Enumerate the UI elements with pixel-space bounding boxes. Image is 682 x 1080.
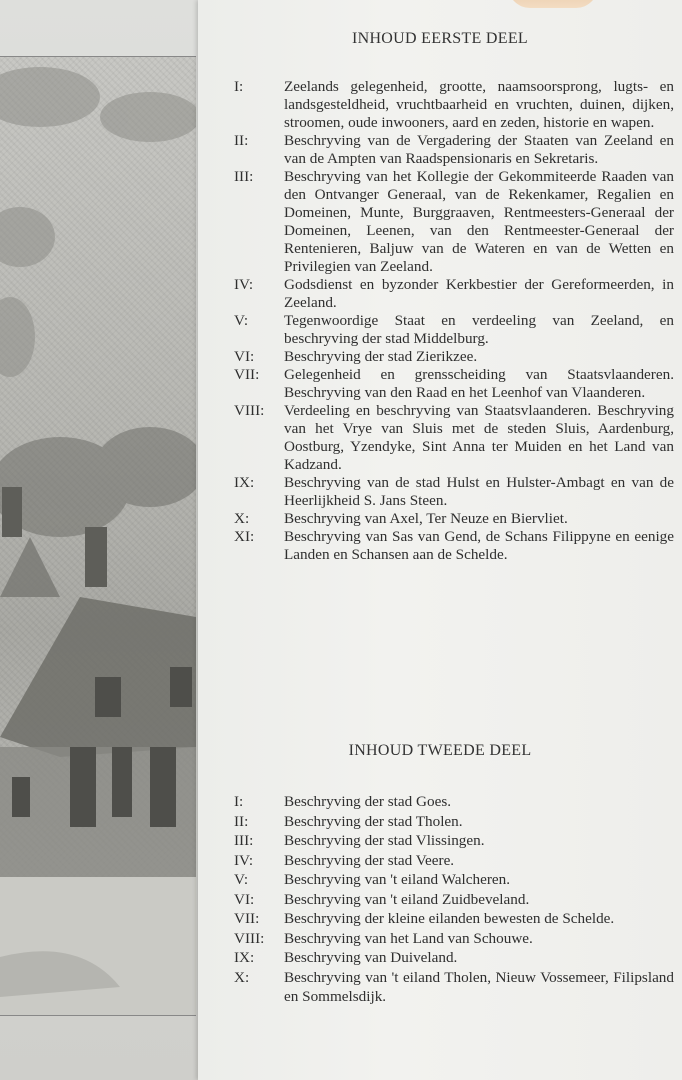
chapter-number: I: [234,78,244,95]
chapter-description: Beschryving der stad Tholen. [284,812,463,830]
chapter-number: II: [234,812,249,830]
chapter-description: Beschryving van het Land van Schouwe. [284,929,533,947]
finger-tip [508,0,598,8]
contents-entry [234,890,674,910]
chapter-number: V: [234,312,249,329]
part2-contents-list [234,792,674,1007]
chapter-number: VI: [234,890,255,908]
contents-entry [234,929,674,949]
contents-entry [234,132,674,168]
chapter-description: Beschryving van Axel, Ter Neuze en Biervliet. [284,510,568,527]
chapter-number: VII: [234,910,260,927]
chapter-description: Beschryving van 't eiland Tholen, Nieuw Vossemeer, Filipsland en Sommelsdijk. [284,968,674,1005]
chapter-number: V: [234,871,249,888]
contents-entry [234,792,674,812]
chapter-number: VIII: [234,402,265,419]
part1-heading: INHOUD EERSTE DEEL [351,30,529,47]
chapter-description: Beschryving van het Kollegie der Gekommiteerde Raaden van den Ontvanger Generaal, van de Rekenkamer, Regalien en Domeinen, Munte, Burggraaven, Rentmeesters-Generaal der Domeinen, Leenen, van den Rentmeester-Generaal der Rentenieren, Baljuw van de Wateren en van de Wetten en Privilegien van Zeeland. [284,168,674,275]
chapter-description: Zeelands gelegenheid, grootte, naamsoorsprong, lugts- en landsgesteldheid, vruchtbaarheid en vruchten, duinen, dijken, stroomen, oude inwooners, aard en zeden, historie en wapen. [284,78,674,131]
chapter-number: I: [234,793,244,810]
chapter-number: IX: [234,949,255,966]
chapter-description: Verdeeling en beschryving van Staatsvlaanderen. Beschryving van het Vrye van Sluis met de steden Sluis, Aardenburg, Oostburg, Yzendyke, Sint Anna ter Muiden en het Land van Kadzand. [284,402,674,473]
chapter-description: Beschryving der stad Goes. [284,793,452,810]
contents-entry [234,402,674,474]
chapter-number: II: [234,132,249,149]
chapter-description: Beschryving van Sas van Gend, de Schans Filippyne en eenige Landen en Schansen aan de Schelde. [284,528,674,563]
contents-entry [234,348,674,366]
chapter-description: Beschryving van Duiveland. [284,949,458,966]
chapter-number: X: [234,968,250,986]
part1-contents-list [234,78,674,564]
chapter-description: Beschryving van de stad Hulst en Hulster-Ambagt en van de Heerlijkheid S. Jans Steen. [284,474,674,509]
chapter-number: VII: [234,366,260,383]
chapter-number: VI: [234,348,255,365]
chapter-number: III: [234,832,254,849]
contents-entry [234,276,674,312]
chapter-description: Beschryving der kleine eilanden bewesten de Schelde. [284,910,615,927]
book-page [198,0,682,1080]
chapter-number: X: [234,510,250,527]
chapter-number: XI: [234,528,255,545]
chapter-description: Beschryving der stad Zierikzee. [284,348,478,365]
chapter-number: IV: [234,276,254,293]
contents-entry [234,528,674,564]
chapter-description: Beschryving van 't eiland Zuidbeveland. [284,890,530,908]
contents-entry [234,968,674,1007]
chapter-description: Beschryving der stad Vlissingen. [284,832,485,849]
contents-entry [234,851,674,871]
contents-entry [234,909,674,929]
chapter-description: Godsdienst en byzonder Kerkbestier der Gereformeerden, in Zeeland. [284,276,674,311]
part2-heading: INHOUD TWEEDE DEEL [348,742,532,759]
contents-entry [234,78,674,132]
contents-entry [234,474,674,510]
chapter-description: Beschryving van 't eiland Walcheren. [284,871,511,888]
chapter-description: Beschryving der stad Veere. [284,851,455,869]
chapter-number: IX: [234,474,255,491]
etching-illustration [0,56,196,1016]
contents-entry [234,312,674,348]
contents-entry [234,831,674,851]
chapter-description: Gelegenheid en grensscheiding van Staatsvlaanderen. Beschryving van den Raad en het Leenhof van Vlaanderen. [284,366,674,401]
contents-entry [234,948,674,968]
contents-entry [234,168,674,276]
chapter-description: Beschryving van de Vergadering der Staaten van Zeeland en van de Ampten van Raadspensionaris en Sekretaris. [284,132,674,167]
contents-entry [234,870,674,890]
chapter-number: III: [234,168,254,185]
chapter-number: IV: [234,851,254,869]
chapter-description: Tegenwoordige Staat en verdeeling van Zeeland, en beschryving der stad Middelburg. [284,312,674,347]
contents-entry [234,812,674,832]
contents-entry [234,366,674,402]
chapter-number: VIII: [234,929,265,947]
contents-entry [234,510,674,528]
